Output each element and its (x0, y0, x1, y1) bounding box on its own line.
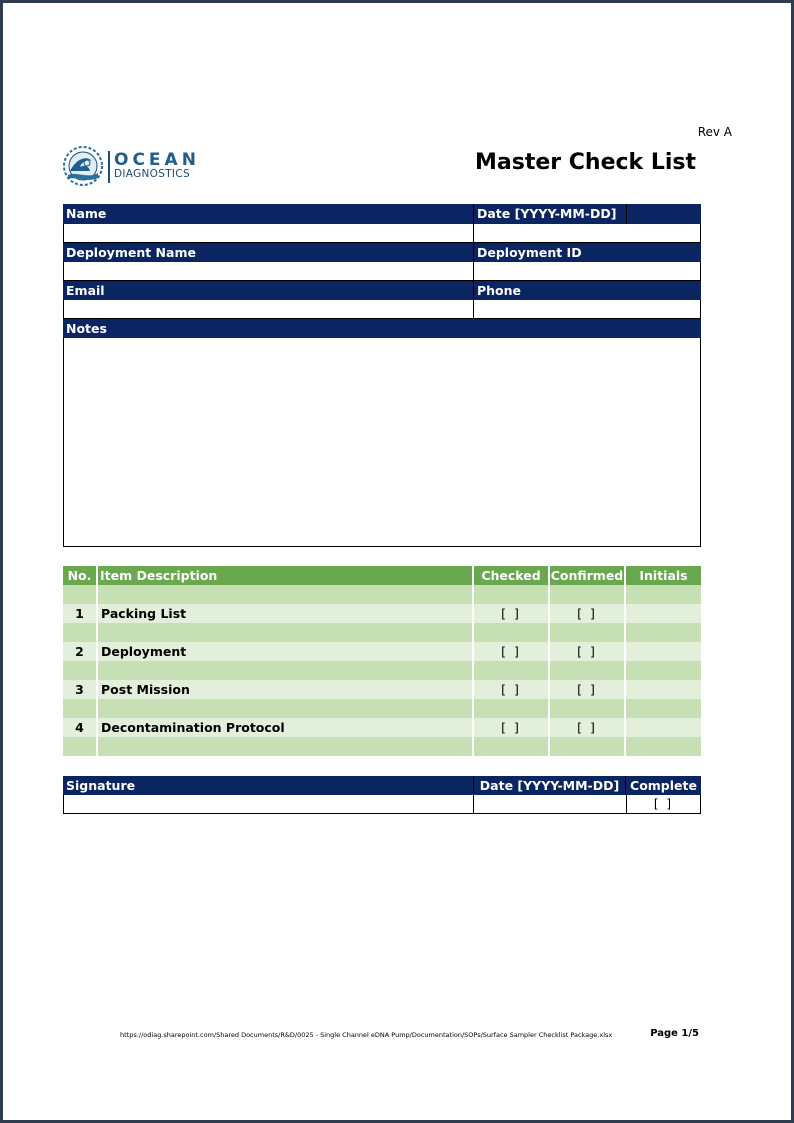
spacer-cell (474, 737, 550, 756)
footer-page-number: Page 1/5 (650, 1028, 699, 1039)
item-description: Post Mission (98, 680, 474, 699)
spacer-cell (550, 623, 626, 642)
date-header-filler (627, 204, 701, 224)
notes-text (64, 338, 700, 344)
confirmed-checkbox[interactable]: [ ] (550, 718, 626, 737)
deployment-id-field[interactable] (473, 262, 701, 281)
signature-field[interactable] (63, 795, 474, 814)
spacer-cell (63, 585, 98, 604)
checked-checkbox[interactable]: [ ] (474, 680, 550, 699)
spacer-cell (63, 661, 98, 680)
confirmed-checkbox[interactable]: [ ] (550, 604, 626, 623)
spacer-cell (550, 699, 626, 718)
col-item-description: Item Description (98, 566, 474, 585)
spacer-cell (98, 661, 474, 680)
spacer-cell (98, 737, 474, 756)
item-number: 3 (63, 680, 98, 699)
spacer-cell (63, 623, 98, 642)
notes-label: Notes (63, 319, 701, 338)
item-description: Deployment (98, 642, 474, 661)
wave-logo-icon (62, 145, 104, 187)
spacer-cell (550, 661, 626, 680)
col-no: No. (63, 566, 98, 585)
signoff-header-row (63, 776, 701, 795)
signoff-date-field[interactable] (473, 795, 627, 814)
item-number: 4 (63, 718, 98, 737)
spacer-cell (98, 623, 474, 642)
spacer-cell (98, 699, 474, 718)
checklist-spacer-row (63, 699, 701, 718)
revision-label: Rev A (697, 125, 732, 139)
deployment-id-label: Deployment ID (473, 243, 701, 262)
company-logo (62, 145, 202, 187)
deployment-name-field[interactable] (63, 262, 474, 281)
checklist-item-row (63, 718, 701, 737)
spacer-cell (98, 585, 474, 604)
deployment-header-row (63, 243, 701, 262)
logo-word-ocean: OCEAN (114, 150, 200, 170)
page-title: Master Check List (474, 150, 696, 175)
name-field[interactable] (63, 224, 474, 243)
footer-file-path: https://odiag.sharepoint.com/Shared Documents/R&D/0025 - Single Channel eDNA Pump/Documentation/SOPs/Surface Sampler Checklist Package.xlsx (120, 1031, 613, 1039)
contact-header-row (63, 281, 701, 300)
deployment-input-row (63, 262, 701, 281)
checklist-spacer-row (63, 585, 701, 604)
spacer-cell (474, 661, 550, 680)
contact-input-row (63, 300, 701, 319)
checklist-spacer-row (63, 623, 701, 642)
checklist-item-row (63, 604, 701, 623)
signoff-input-row (63, 795, 701, 814)
phone-field[interactable] (473, 300, 701, 319)
complete-label: Complete (626, 776, 701, 795)
logo-divider (108, 151, 110, 183)
item-description: Packing List (98, 604, 474, 623)
logo-word-diagnostics: DIAGNOSTICS (114, 168, 190, 180)
checked-checkbox[interactable]: [ ] (474, 642, 550, 661)
date-label: Date [YYYY-MM-DD] (473, 204, 627, 224)
checked-checkbox[interactable]: [ ] (474, 604, 550, 623)
item-number: 1 (63, 604, 98, 623)
checklist-table (63, 566, 701, 757)
complete-checkbox[interactable]: [ ] (626, 795, 701, 814)
checklist-spacer-row (63, 661, 701, 680)
notes-textarea[interactable] (63, 338, 701, 547)
spacer-cell (550, 737, 626, 756)
checklist-spacer-row (63, 737, 701, 756)
date-field[interactable] (473, 224, 701, 243)
spacer-cell (474, 585, 550, 604)
spacer-cell (474, 623, 550, 642)
checklist-item-row (63, 642, 701, 661)
spacer-cell (63, 699, 98, 718)
item-number: 2 (63, 642, 98, 661)
checklist-item-row (63, 680, 701, 699)
name-label: Name (63, 204, 473, 224)
spacer-cell (550, 585, 626, 604)
col-confirmed: Confirmed (550, 566, 626, 585)
deployment-name-label: Deployment Name (63, 243, 473, 262)
phone-label: Phone (473, 281, 701, 300)
confirmed-checkbox[interactable]: [ ] (550, 642, 626, 661)
col-checked: Checked (474, 566, 550, 585)
confirmed-checkbox[interactable]: [ ] (550, 680, 626, 699)
initials-field[interactable] (626, 718, 701, 737)
name-date-header-row (63, 204, 701, 224)
name-date-input-row (63, 224, 701, 243)
col-initials: Initials (639, 568, 688, 583)
notes-header-row (63, 319, 701, 338)
checklist-header-row (63, 566, 701, 585)
initials-field[interactable] (626, 680, 701, 699)
initials-field[interactable] (626, 642, 701, 661)
checked-checkbox[interactable]: [ ] (474, 718, 550, 737)
spacer-cell (474, 699, 550, 718)
email-label: Email (63, 281, 473, 300)
signoff-date-label: Date [YYYY-MM-DD] (473, 776, 626, 795)
spacer-cell (63, 737, 98, 756)
signature-label: Signature (63, 776, 473, 795)
item-description: Decontamination Protocol (98, 718, 474, 737)
email-field[interactable] (63, 300, 474, 319)
initials-field[interactable] (626, 604, 701, 623)
